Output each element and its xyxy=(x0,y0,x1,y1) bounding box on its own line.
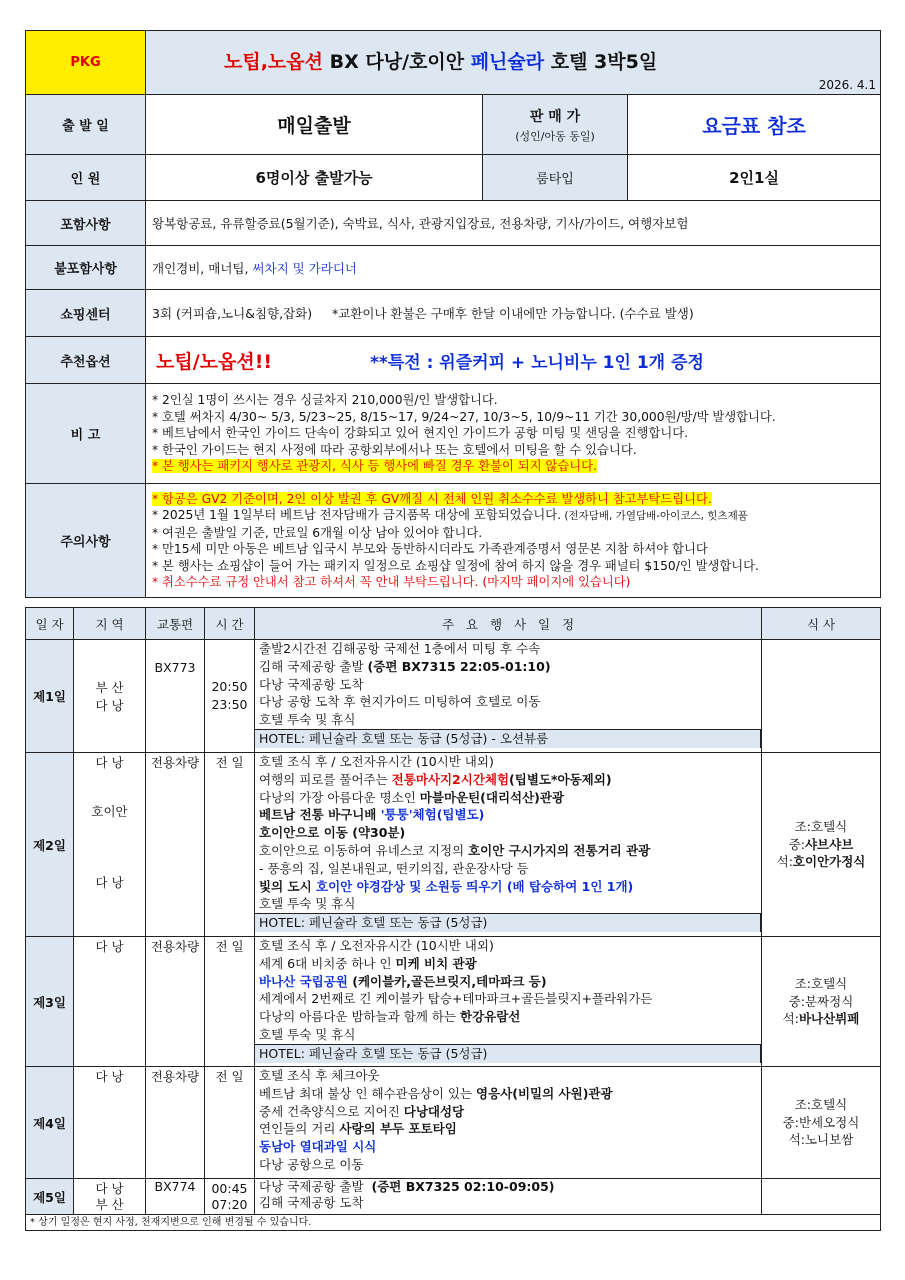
day-2-region xyxy=(74,753,146,937)
departure-label: 출 발 일 xyxy=(26,95,146,155)
highlight-text: 한강유람선 xyxy=(460,1009,521,1025)
meal-name: 분짜정식 xyxy=(804,993,854,1009)
flight-info: (증편 BX7315 22:05-01:10) xyxy=(367,658,551,674)
shopping-label: 쇼핑센터 xyxy=(26,290,146,337)
title-duration: 호텔 3박5일 xyxy=(544,51,658,73)
price-label-cell xyxy=(483,95,628,155)
meal-lunch xyxy=(762,836,880,854)
meal-lunch xyxy=(762,1114,880,1132)
included-label: 포함사항 xyxy=(26,201,146,246)
schedule-line: 다낭 국제공항 도착 xyxy=(259,676,364,692)
price-sublabel: (성인/아동 동일) xyxy=(515,129,595,143)
meal-prefix: 석: xyxy=(788,1132,805,1148)
schedule-text: 빛의 도시 xyxy=(259,878,317,894)
people-label: 인 원 xyxy=(26,155,146,201)
day-2-schedule xyxy=(255,753,762,937)
region: 다 낭 xyxy=(95,875,124,890)
people-value: 6명이상 출발가능 xyxy=(146,155,483,201)
region: 다 낭 xyxy=(95,1180,124,1196)
recommend-label: 추천옵션 xyxy=(26,337,146,384)
schedule-line xyxy=(255,789,761,807)
day-4-transport: 전용차량 xyxy=(146,1067,205,1179)
package-info-table xyxy=(25,30,881,598)
schedule-line xyxy=(255,806,761,824)
excluded-cell xyxy=(146,246,881,290)
meal-prefix: 중: xyxy=(782,1114,799,1130)
meal-lunch xyxy=(762,993,880,1011)
meal-prefix: 석: xyxy=(782,1011,799,1027)
schedule-text: (케이블카,골든브릿지,테마파크 등) xyxy=(347,973,547,989)
day-2-label: 제2일 xyxy=(26,753,74,937)
highlight-text: 마블마운틴(대리석산)관광 xyxy=(419,789,565,805)
note-line: * 베트남에서 한국인 가이드 단속이 강화되고 있어 현지인 가이드가 공항 미팅 및 샌딩을 진행합니다. xyxy=(152,426,689,441)
schedule-line xyxy=(255,658,761,676)
day-5-time xyxy=(205,1179,255,1215)
hotel-line: HOTEL: 페닌슐라 호텔 또는 동급 (5성급) xyxy=(255,913,761,932)
time: 20:50 xyxy=(211,679,248,694)
schedule-line xyxy=(255,1008,761,1026)
included-value: 왕복항공료, 유류할증료(5월기준), 숙박료, 식사, 관광지입장료, 전용차량, 기사/가이드, 여행자보험 xyxy=(146,201,881,246)
schedule-text: 다낭의 가장 아름다운 명소인 xyxy=(259,789,420,805)
meal-dinner xyxy=(762,853,880,871)
day-1-schedule xyxy=(255,640,762,753)
caution-highlight: * 항공은 GV2 기준이며, 2인 이상 발권 후 GV깨질 시 전체 인원 취소수수료 발생하니 참고부탁드립니다. xyxy=(152,491,712,506)
schedule-text: 베트남 최대 불상 인 해수관음상이 있는 xyxy=(259,1085,477,1101)
day-1-transport: BX773 xyxy=(146,640,205,753)
meal-name: 반세오정식 xyxy=(798,1114,860,1130)
schedule-line: 호이안으로 이동 (약30분) xyxy=(259,825,406,841)
schedule-text: 다낭 국제공항 출발 xyxy=(259,1179,372,1194)
highlight-text: 호이안 야경감상 및 소원등 띄우기 (배 탑승하여 1인 1개) xyxy=(316,878,634,894)
meal-dinner xyxy=(762,1010,880,1028)
meal-name: 호이안가정식 xyxy=(792,854,866,870)
col-header-time: 시 간 xyxy=(205,608,255,640)
price-value: 요금표 참조 xyxy=(628,95,881,155)
recommend-cell xyxy=(146,337,881,384)
meal-breakfast: 조:호텔식 xyxy=(794,819,848,835)
day-5-schedule xyxy=(255,1179,762,1215)
caution-line: * 여권은 출발일 기준, 만료일 6개월 이상 남아 있어야 합니다. xyxy=(152,525,483,540)
schedule-line xyxy=(255,878,761,896)
schedule-line xyxy=(255,955,761,973)
meal-prefix: 중: xyxy=(788,993,805,1009)
schedule-line: 다낭 공항으로 이동 xyxy=(259,1156,364,1172)
schedule-line: 호텔 투숙 및 휴식 xyxy=(259,1026,356,1042)
issue-date: 2026. 4.1 xyxy=(818,78,877,92)
schedule-line: 김해 국제공항 도착 xyxy=(259,1195,364,1210)
schedule-text: 호이안으로 이동하여 유네스코 지정의 xyxy=(259,842,469,858)
schedule-line xyxy=(255,973,761,991)
day-3-transport: 전용차량 xyxy=(146,937,205,1067)
meal-dinner xyxy=(762,1131,880,1149)
day-3-label: 제3일 xyxy=(26,937,74,1067)
note-highlight: * 본 행사는 패키지 행사로 관광지, 식사 등 행사에 빠질 경우 환불이 되지 않습니다. xyxy=(152,459,597,474)
caution-line: * 만15세 미만 아동은 베트남 입국시 부모와 동반하시더라도 가족관계증명서 영문본 지참 하셔야 합니다 xyxy=(152,542,708,556)
caution-label: 주의사항 xyxy=(26,484,146,598)
highlight-text: '퉁퉁'체험(팁별도) xyxy=(380,807,485,823)
day-3-schedule xyxy=(255,937,762,1067)
schedule-line xyxy=(255,842,761,860)
schedule-line: 동남아 열대과일 시식 xyxy=(259,1139,377,1155)
highlight-text: 미케 비치 관광 xyxy=(395,955,477,971)
day-5-region xyxy=(74,1179,146,1215)
region: 부 산 xyxy=(95,680,124,695)
day-3-region: 다 낭 xyxy=(74,937,146,1067)
day-1-time xyxy=(205,640,255,753)
meal-breakfast: 조:호텔식 xyxy=(794,976,848,992)
highlight-text: 다낭대성당 xyxy=(403,1103,465,1119)
flight-info: (증편 BX7325 02:10-09:05) xyxy=(371,1179,555,1194)
itinerary-table xyxy=(25,607,881,1231)
schedule-line xyxy=(255,1103,761,1121)
title-no-tip: 노팁,노옵션 xyxy=(224,51,323,73)
time: 07:20 xyxy=(211,1196,248,1212)
day-2-transport: 전용차량 xyxy=(146,753,205,937)
schedule-text: (팁별도*아동제외) xyxy=(509,771,612,787)
col-header-region: 지 역 xyxy=(74,608,146,640)
day-3-meal xyxy=(762,937,881,1067)
highlight-text: 바나산 국립공원 xyxy=(259,973,348,989)
recommend-bonus: **특전 : 위즐커피 + 노니비누 1인 1개 증정 xyxy=(370,352,704,373)
day-3-time: 전 일 xyxy=(205,937,255,1067)
day-4-region: 다 낭 xyxy=(74,1067,146,1179)
time: 23:50 xyxy=(211,697,248,712)
day-5-transport: BX774 xyxy=(146,1179,205,1215)
schedule-text: 중세 건축양식으로 지어진 xyxy=(259,1103,404,1119)
highlight-text: 영응사(비밀의 사원)관광 xyxy=(476,1085,613,1101)
caution-ecig-detail: (전자담배, 가열담배-아이코스, 힛츠제품 xyxy=(561,510,748,522)
day-2-meal xyxy=(762,753,881,937)
highlight-text: 호이안 구시가지의 전통거리 관광 xyxy=(468,842,651,858)
col-header-day: 일 자 xyxy=(26,608,74,640)
schedule-line xyxy=(255,1179,761,1195)
pkg-badge: PKG xyxy=(26,31,146,95)
day-4-meal xyxy=(762,1067,881,1179)
day-2-time: 전 일 xyxy=(205,753,255,937)
day-1-meal xyxy=(762,640,881,753)
excluded-surcharge: 써차지 및 가라디너 xyxy=(252,260,357,276)
highlight-text: 전통마사지2시간체험 xyxy=(391,771,510,787)
meal-name: 노니보쌈 xyxy=(804,1132,854,1148)
meal-name: 바나산뷔페 xyxy=(798,1011,860,1027)
price-label: 판 매 가 xyxy=(529,108,581,125)
meal-name: 샤브샤브 xyxy=(804,836,854,852)
day-4-schedule xyxy=(255,1067,762,1179)
itinerary-footnote: * 상기 일정은 현지 사정, 천재지변으로 인해 변경될 수 있습니다. xyxy=(26,1215,881,1231)
day-5-label: 제5일 xyxy=(26,1179,74,1215)
col-header-schedule: 주 요 행 사 일 정 xyxy=(255,608,762,640)
meal-prefix: 중: xyxy=(788,836,805,852)
departure-value: 매일출발 xyxy=(146,95,483,155)
meal-breakfast: 조:호텔식 xyxy=(794,1097,848,1113)
excluded-value: 개인경비, 매너팁, xyxy=(152,260,253,276)
schedule-line: 다낭 공항 도착 후 현지가이드 미팅하여 호텔로 이동 xyxy=(259,694,541,710)
room-type-value: 2인1실 xyxy=(628,155,881,201)
schedule-line: 호텔 조식 후 체크아웃 xyxy=(259,1068,380,1083)
note-line: * 2인실 1명이 쓰시는 경우 싱글차지 210,000원/인 발생합니다. xyxy=(152,393,498,408)
col-header-transport: 교통편 xyxy=(146,608,205,640)
title-route: BX 다낭/호이안 xyxy=(323,51,471,73)
day-1-region xyxy=(74,640,146,753)
schedule-text: 연인들의 거리 xyxy=(259,1121,340,1137)
schedule-line xyxy=(255,771,761,789)
region: 다 낭 xyxy=(95,755,124,770)
excluded-label: 불포함사항 xyxy=(26,246,146,290)
caution-line: * 취소수수료 규정 안내서 참고 하셔서 꼭 안내 부탁드립니다. (마지막 페이지에 있습니다) xyxy=(152,575,631,589)
hotel-line: HOTEL: 페닌슐라 호텔 또는 동급 (5성급) - 오션뷰룸 xyxy=(255,729,761,748)
shopping-value: 3회 (커피숍,노니&침향,잡화) *교환이나 환불은 구매후 한달 이내에만 가능합니다. (수수료 발생) xyxy=(146,290,881,337)
caution-cell xyxy=(146,484,881,598)
day-4-label: 제4일 xyxy=(26,1067,74,1179)
schedule-text: 다낭의 아름다운 밤하늘과 함께 하는 xyxy=(259,1009,460,1025)
schedule-line: 세계에서 2번째로 긴 케이블카 탑승+테마파크+골든블릿지+플라워가든 xyxy=(259,991,653,1007)
col-header-meal: 식 사 xyxy=(762,608,881,640)
schedule-text: 여행의 피로를 풀어주는 xyxy=(259,771,392,787)
day-1-label: 제1일 xyxy=(26,640,74,753)
schedule-line: 호텔 투숙 및 휴식 xyxy=(259,712,356,728)
schedule-text: 세계 6대 비치중 하나 인 xyxy=(259,955,396,971)
schedule-line xyxy=(255,1085,761,1103)
region: 부 산 xyxy=(95,1196,124,1212)
caution-line xyxy=(152,507,880,525)
notes-label: 비 고 xyxy=(26,384,146,484)
schedule-line: 호텔 조식 후 / 오전자유시간 (10시반 내외) xyxy=(259,938,494,953)
recommend-no-option: 노팁/노옵션!! xyxy=(156,350,273,373)
note-line: * 호텔 써차지 4/30~ 5/3, 5/23~25, 8/15~17, 9/24~27, 10/3~5, 10/9~11 기간 30,000원/방/박 발생합니다. xyxy=(152,409,776,424)
schedule-text: 김해 국제공항 출발 xyxy=(259,658,368,674)
day-5-meal xyxy=(762,1179,881,1215)
room-type-label: 룸타입 xyxy=(483,155,628,201)
caution-ecig: * 2025년 1월 1일부터 베트남 전자담배가 금지품목 대상에 포함되었습니다. xyxy=(152,508,561,522)
schedule-line: 호텔 투숙 및 휴식 xyxy=(259,896,356,912)
meal-prefix: 석: xyxy=(776,854,793,870)
notes-cell xyxy=(146,384,881,484)
package-title xyxy=(146,31,881,95)
schedule-text: 베트남 전통 바구니배 xyxy=(259,807,381,823)
note-line: * 한국인 가이드는 현지 사정에 따라 공항외부에서나 또는 호텔에서 미팅을 할 수 있습니다. xyxy=(152,442,637,457)
day-4-time: 전 일 xyxy=(205,1067,255,1179)
region: 다 낭 xyxy=(95,698,124,713)
time: 00:45 xyxy=(211,1180,248,1196)
region: 호이안 xyxy=(91,804,128,819)
schedule-line xyxy=(255,1120,761,1138)
highlight-text: 사랑의 부두 포토타임 xyxy=(339,1121,457,1137)
schedule-line: 출발2시간전 김해공항 국제선 1층에서 미팅 후 수속 xyxy=(259,641,541,656)
caution-line: * 본 행사는 쇼핑샵이 들어 가는 패키지 일정으로 쇼핑샵 일정에 참여 하지 않을 경우 패널티 $150/인 발생합니다. xyxy=(152,558,759,573)
title-hotel: 페닌슐라 xyxy=(470,51,545,73)
schedule-line: 호텔 조식 후 / 오전자유시간 (10시반 내외) xyxy=(259,754,494,769)
hotel-line: HOTEL: 페닌슐라 호텔 또는 동급 (5성급) xyxy=(255,1044,761,1063)
schedule-line: - 풍흥의 집, 일본내원교, 떤키의집, 관운장사당 등 xyxy=(259,860,529,876)
